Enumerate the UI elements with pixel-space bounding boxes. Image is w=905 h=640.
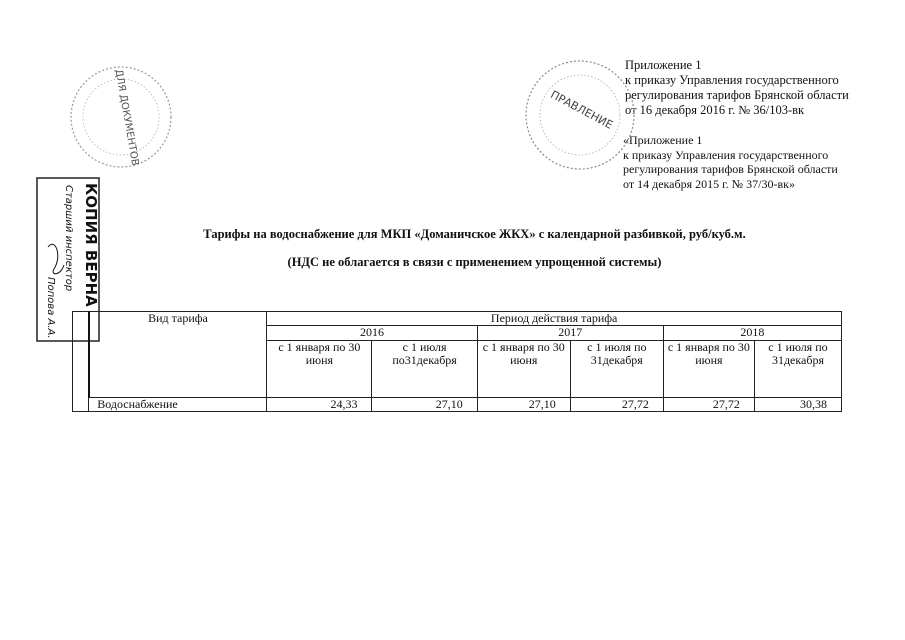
year-header: 2017	[477, 326, 663, 341]
stamp-text: ПРАВЛЕНИЕ	[548, 88, 616, 132]
stamp-line: Попова А.А.	[45, 277, 56, 339]
stamp-line: Старший инспектор	[63, 185, 74, 292]
annex-line: «Приложение 1	[623, 133, 703, 147]
half-year-header: с 1 июля по 31декабря	[754, 341, 841, 398]
annex-line: от 16 декабря 2016 г. № 36/103-вк	[625, 103, 805, 117]
signature-icon	[48, 244, 64, 273]
year-header: 2016	[267, 326, 477, 341]
annex-line: к приказу Управления государственного	[625, 73, 839, 87]
annex-line: к приказу Управления государственного	[623, 147, 829, 162]
tariff-value-cell: 27,72	[663, 398, 754, 412]
stamp-line: КОПИЯ ВЕРНА	[82, 183, 100, 307]
half-year-header: с 1 июля по 31декабря	[570, 341, 663, 398]
tariff-value-cell: 24,33	[267, 398, 372, 412]
service-name-cell: Водоснабжение	[89, 398, 267, 412]
half-year-header: с 1 июля по31декабря	[372, 341, 477, 398]
half-year-header: с 1 января по 30 июня	[663, 341, 754, 398]
period-header: Период действия тарифа	[267, 312, 842, 326]
half-year-header: с 1 января по 30 июня	[267, 341, 372, 398]
annex-header-current	[625, 58, 849, 118]
document-subtitle: (НДС не облагается в связи с применением упрощенной системы)	[287, 255, 662, 269]
table-row	[73, 398, 842, 412]
round-stamp-right	[520, 55, 640, 180]
tariff-type-header: Вид тарифа	[89, 312, 267, 398]
document-title: Тарифы на водоснабжение для МКП «Доманичское ЖКХ» с календарной разбивкой, руб/куб.м.	[203, 227, 746, 241]
year-header: 2018	[663, 326, 841, 341]
half-year-header: с 1 января по 30 июня	[477, 341, 570, 398]
tariff-value-cell: 27,10	[477, 398, 570, 412]
tariff-value-cell: 27,10	[372, 398, 477, 412]
gutter-cell	[73, 312, 89, 412]
annex-line: от 14 декабря 2015 г. № 37/30-вк»	[623, 176, 795, 191]
round-stamp-left	[66, 62, 176, 177]
annex-line: регулирования тарифов Брянской области	[623, 162, 838, 176]
tariff-value-cell: 30,38	[754, 398, 841, 412]
tariff-value-cell: 27,72	[570, 398, 663, 412]
header-row-period	[73, 312, 842, 326]
annex-header-previous	[623, 133, 838, 191]
annex-line: Приложение 1	[625, 58, 702, 72]
annex-line: регулирования тарифов Брянской области	[625, 88, 849, 102]
tariff-table	[72, 311, 842, 412]
stamp-text: ДЛЯ ДОКУМЕНТОВ	[112, 68, 141, 167]
